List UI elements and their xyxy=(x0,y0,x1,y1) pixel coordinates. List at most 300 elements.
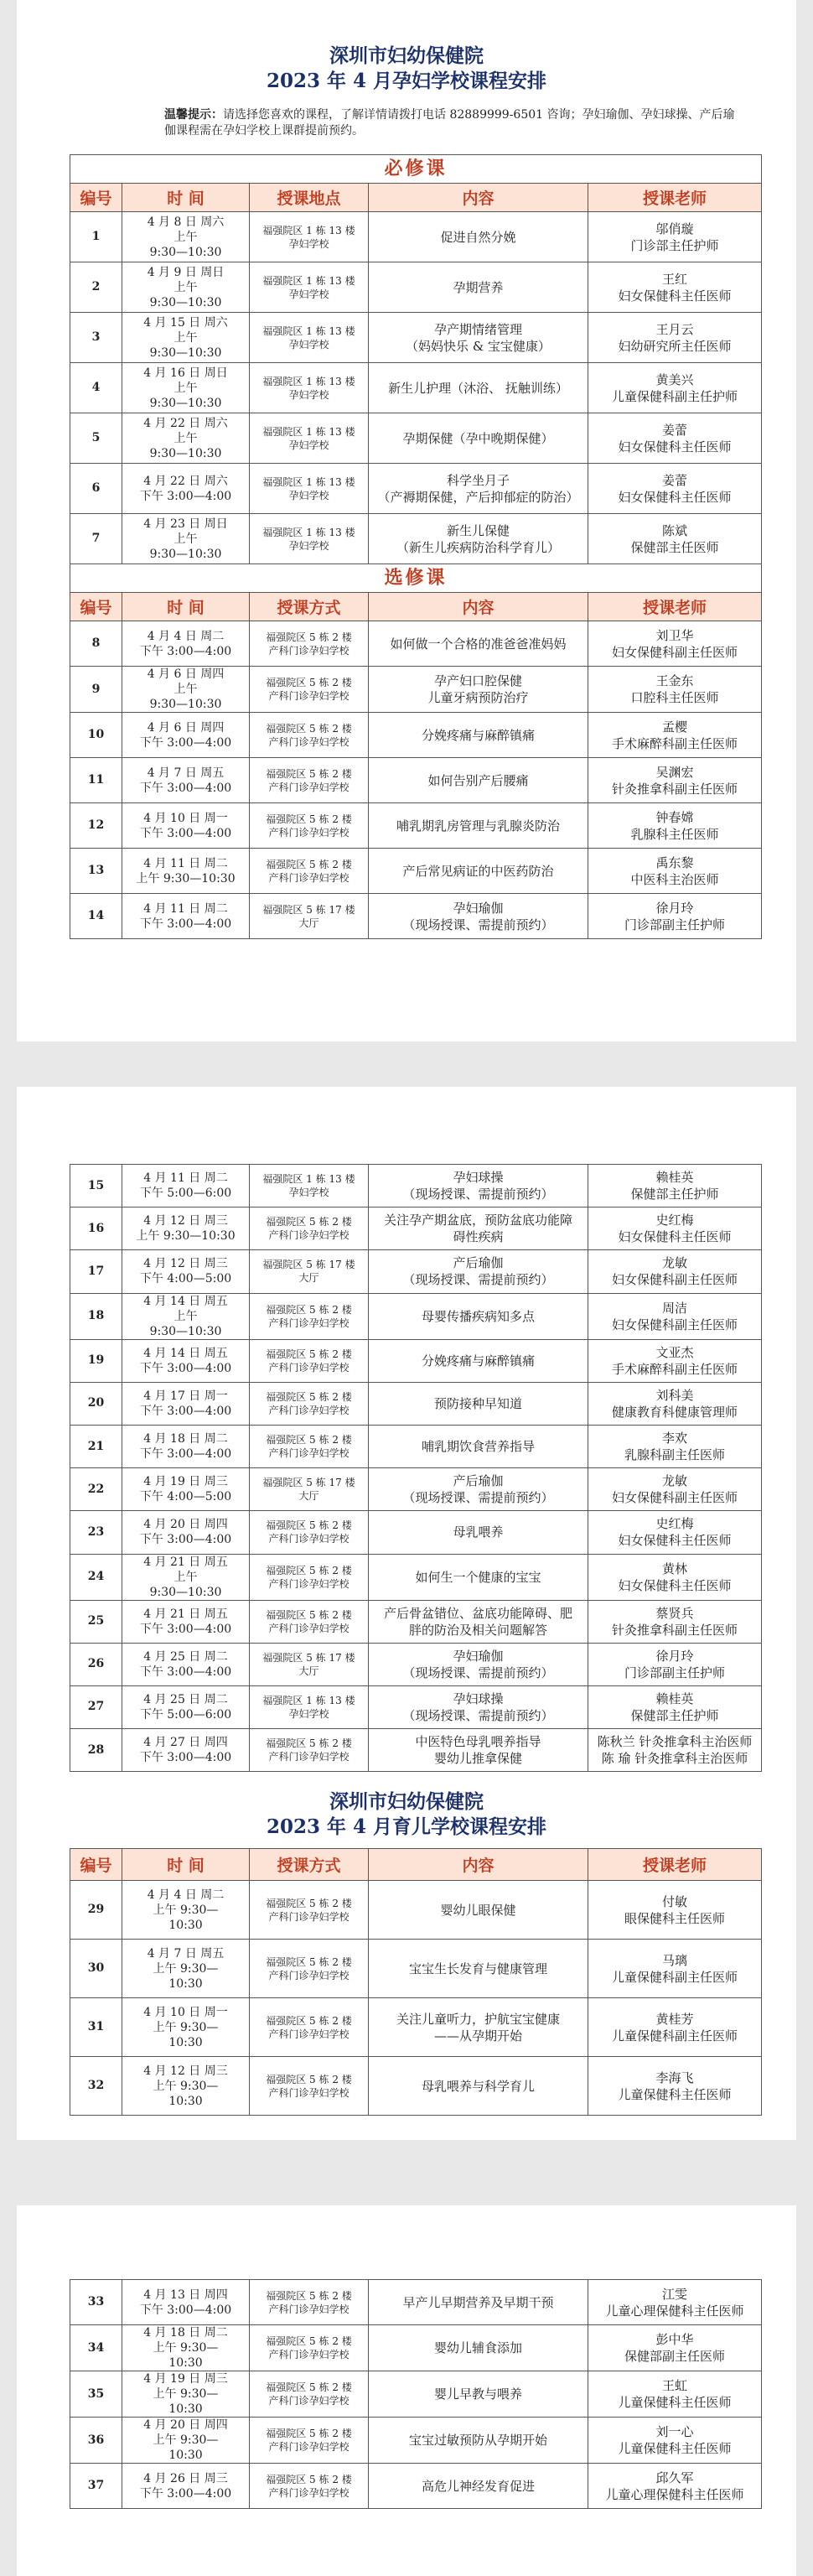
course-content xyxy=(369,1998,588,2057)
cell-line: 4 月 21 日 周五 xyxy=(143,1607,228,1621)
course-content xyxy=(369,713,588,758)
cell-line: 4 月 21 日 周五 xyxy=(143,1555,228,1569)
course-number: 19 xyxy=(70,1339,122,1382)
cell-line: 4 月 9 日 周日 xyxy=(147,265,225,279)
course-location xyxy=(250,2418,369,2464)
cell-line: 母乳喂养 xyxy=(453,1524,504,1540)
cell-line: 福强院区 5 栋 2 楼 xyxy=(266,2335,352,2347)
cell-line: 产科门诊孕妇学校 xyxy=(268,1622,350,1634)
cell-line: 福强院区 5 栋 2 楼 xyxy=(266,1434,352,1446)
course-content xyxy=(369,1250,588,1293)
cell-line: 新生儿保健 xyxy=(446,522,510,538)
cell-line: 下午 3:00—4:00 xyxy=(139,1361,232,1375)
column-header: 时 间 xyxy=(122,1849,250,1881)
cell-line: 徐月玲 xyxy=(655,1648,694,1664)
course-content xyxy=(369,1293,588,1339)
cell-line: 4 月 13 日 周四 xyxy=(143,2288,228,2302)
notice-text: 请选择您喜欢的课程，了解详情请拨打电话 82889999-6501 咨询；孕妇瑜伽、孕妇球操、产后瑜伽课程需在孕妇学校上课群提前预约。 xyxy=(164,108,735,138)
cell-line: 福强院区 5 栋 17 楼 xyxy=(262,903,355,916)
cell-line: 4 月 25 日 周二 xyxy=(143,1692,228,1706)
course-teacher xyxy=(588,894,762,939)
course-content xyxy=(369,1425,588,1467)
cell-line: 王虹 xyxy=(661,2378,687,2393)
cell-line: 4 月 6 日 周四 xyxy=(147,667,225,681)
cell-line: 门诊部副主任护师 xyxy=(624,917,726,932)
cell-line: 福强院区 1 栋 13 楼 xyxy=(262,1173,355,1186)
cell-line: 4 月 19 日 周三 xyxy=(143,1475,228,1489)
cell-line: 周洁 xyxy=(661,1300,687,1316)
cell-line: 儿童保健科副主任医师 xyxy=(611,2028,738,2044)
column-header: 授课老师 xyxy=(588,593,762,621)
cell-line: 产科门诊孕妇学校 xyxy=(268,1533,350,1545)
table-row xyxy=(70,1468,762,1511)
course-time xyxy=(122,667,250,713)
cell-line: 大厅 xyxy=(298,1665,319,1677)
table-row xyxy=(70,1250,762,1293)
course-number: 2 xyxy=(70,262,122,313)
course-teacher xyxy=(588,758,762,803)
course-location xyxy=(250,1511,369,1554)
cell-line: 保健部主任医师 xyxy=(630,539,719,555)
course-teacher xyxy=(588,1940,762,1998)
cell-line: 孕期保健（孕中晚期保健） xyxy=(402,430,554,446)
cell-line: 如何告别产后腰痛 xyxy=(427,772,529,788)
course-location xyxy=(250,1881,369,1940)
cell-line: 产科门诊孕妇学校 xyxy=(268,2086,350,2099)
cell-line: 胖的防治及相关问题解答 xyxy=(408,1622,547,1638)
cell-line: （现场授课、需提前预约） xyxy=(402,1665,554,1680)
course-time xyxy=(122,2371,250,2418)
cell-line: 王金东 xyxy=(655,673,694,688)
course-teacher xyxy=(588,803,762,849)
cell-line: 上午 xyxy=(173,280,198,294)
cell-line: 9:30—10:30 xyxy=(149,1585,222,1599)
course-location xyxy=(250,621,369,667)
cell-line: 彭中华 xyxy=(655,2332,694,2347)
cell-line: 下午 3:00—4:00 xyxy=(139,735,232,750)
cell-line: 邱久军 xyxy=(655,2470,694,2485)
cell-line: 孕产妇口腔保健 xyxy=(433,673,522,688)
course-location xyxy=(250,1643,369,1685)
table-row xyxy=(70,1165,762,1208)
cell-line: 如何做一个合格的准爸爸准妈妈 xyxy=(390,636,567,652)
cell-line: 福强院区 1 栋 13 楼 xyxy=(262,526,355,538)
course-number: 31 xyxy=(70,1998,122,2057)
table-row xyxy=(70,667,762,713)
cell-line: 福强院区 1 栋 13 楼 xyxy=(262,224,355,236)
cell-line: 母婴传播疾病知多点 xyxy=(421,1308,535,1324)
course-location xyxy=(250,713,369,758)
table-row xyxy=(70,2464,762,2509)
column-header: 授课方式 xyxy=(250,593,369,621)
cell-line: 乳腺科主任医师 xyxy=(630,826,719,842)
course-location xyxy=(250,894,369,939)
course-location xyxy=(250,1293,369,1339)
page-3 xyxy=(17,2205,796,2576)
table-header-row xyxy=(70,593,762,621)
cell-line: 赖桂英 xyxy=(655,1690,694,1706)
cell-line: 刘一心 xyxy=(655,2424,694,2439)
cell-line: 4 月 18 日 周二 xyxy=(143,2326,228,2340)
course-location xyxy=(250,1250,369,1293)
course-number: 12 xyxy=(70,803,122,849)
cell-line: 福强院区 5 栋 2 楼 xyxy=(266,2073,352,2085)
cell-line: 产科门诊孕妇学校 xyxy=(268,1317,350,1329)
course-content xyxy=(369,2057,588,2116)
cell-line: ——从孕期开始 xyxy=(433,2028,522,2044)
course-teacher xyxy=(588,1998,762,2057)
cell-line: （新生儿疾病防治科学育儿） xyxy=(396,539,560,555)
table-row xyxy=(70,2280,762,2325)
cell-line: 儿童保健科主任医师 xyxy=(618,2441,732,2456)
section-title: 选修课 xyxy=(70,564,762,593)
cell-line: 上午 9:30— xyxy=(153,2433,219,2447)
column-header: 时 间 xyxy=(122,184,250,212)
cell-line: 分娩疼痛与麻醉镇痛 xyxy=(421,727,535,743)
course-number: 8 xyxy=(70,621,122,667)
cell-line: 针灸推拿科副主任医师 xyxy=(612,781,738,797)
table-row xyxy=(70,1729,762,1772)
course-number: 24 xyxy=(70,1554,122,1600)
cell-line: 上午 9:30— xyxy=(153,1961,219,1976)
course-time xyxy=(122,413,250,464)
cell-line: 孕产期情绪管理 xyxy=(433,321,522,337)
table-row xyxy=(70,2057,762,2116)
table-row xyxy=(70,1940,762,1998)
course-number: 3 xyxy=(70,313,122,363)
course-location xyxy=(250,2325,369,2371)
cell-line: 儿童心理保健科主任医师 xyxy=(605,2486,744,2502)
cell-line: 口腔科主任医师 xyxy=(630,690,719,705)
course-content xyxy=(369,1940,588,1998)
table-row xyxy=(70,464,762,514)
cell-line: 上午 xyxy=(173,431,198,445)
cell-line: 妇女保健科主任医师 xyxy=(618,489,732,505)
course-content xyxy=(369,1729,588,1772)
cell-line: 产科门诊孕妇学校 xyxy=(268,2028,350,2040)
cell-line: （现场授课、需提前预约） xyxy=(402,1272,554,1288)
cell-line: 产科门诊孕妇学校 xyxy=(268,2441,350,2453)
course-teacher xyxy=(588,1250,762,1293)
cell-line: 上午 9:30— xyxy=(153,2020,219,2034)
course-teacher xyxy=(588,363,762,413)
cell-line: 上午 9:30— xyxy=(153,2079,219,2093)
cell-line: 龙敏 xyxy=(661,1255,687,1271)
cell-line: 上午 xyxy=(173,683,198,696)
column-header: 内容 xyxy=(369,593,588,621)
cell-line: 4 月 15 日 周六 xyxy=(143,315,228,330)
cell-line: 孕妇球操 xyxy=(453,1690,504,1706)
course-teacher xyxy=(588,2464,762,2509)
cell-line: 关注儿童听力，护航宝宝健康 xyxy=(396,2011,560,2027)
page-1 xyxy=(17,0,796,1041)
cell-line: 10:30 xyxy=(168,2449,203,2462)
course-content xyxy=(369,2371,588,2418)
cell-line: 10:30 xyxy=(168,2356,203,2370)
cell-line: 如何生一个健康的宝宝 xyxy=(415,1569,541,1585)
course-teacher xyxy=(588,313,762,363)
cell-line: 婴幼儿辅食添加 xyxy=(433,2340,522,2355)
course-content xyxy=(369,2325,588,2371)
course-teacher xyxy=(588,413,762,464)
child-school-table xyxy=(70,1848,762,2116)
course-content xyxy=(369,1468,588,1511)
cell-line: 福强院区 1 栋 13 楼 xyxy=(262,375,355,387)
cell-line: 福强院区 5 栋 2 楼 xyxy=(266,813,352,825)
cell-line: 产科门诊孕妇学校 xyxy=(268,2486,350,2499)
course-number: 5 xyxy=(70,413,122,464)
cell-line: 保健部副主任医师 xyxy=(624,2349,725,2364)
course-number: 7 xyxy=(70,514,122,564)
cell-line: 母乳喂养与科学育儿 xyxy=(421,2078,535,2094)
cell-line: 哺乳期饮食营养指导 xyxy=(421,1439,535,1455)
course-location xyxy=(250,1554,369,1600)
course-teacher xyxy=(588,1293,762,1339)
course-content xyxy=(369,1382,588,1425)
course-teacher xyxy=(588,1382,762,1425)
cell-line: 4 月 4 日 周二 xyxy=(147,1888,225,1902)
course-location xyxy=(250,2464,369,2509)
cell-line: 上午 xyxy=(173,230,198,244)
cell-line: （产褥期保健，产后抑郁症的防治） xyxy=(377,489,579,505)
cell-line: 禹东黎 xyxy=(655,854,694,870)
cell-line: 产科门诊孕妇学校 xyxy=(268,1577,350,1590)
cell-line: 9:30—10:30 xyxy=(149,1324,222,1338)
course-content xyxy=(369,1881,588,1940)
cell-line: 婴幼儿推拿保健 xyxy=(433,1751,522,1767)
course-time xyxy=(122,713,250,758)
cell-line: 刘卫华 xyxy=(655,627,694,643)
course-content xyxy=(369,464,588,514)
column-header: 授课地点 xyxy=(250,184,369,212)
course-time xyxy=(122,1554,250,1600)
cell-line: 上午 9:30—10:30 xyxy=(136,1229,236,1244)
cell-line: 下午 3:00—4:00 xyxy=(139,1404,232,1418)
course-number: 15 xyxy=(70,1165,122,1208)
course-number: 27 xyxy=(70,1685,122,1728)
cell-line: 下午 3:00—4:00 xyxy=(139,1533,232,1547)
cell-line: 黄桂芳 xyxy=(655,2011,694,2027)
course-teacher xyxy=(588,1685,762,1728)
cell-line: （现场授课、需提前预约） xyxy=(402,1707,554,1723)
course-time xyxy=(122,2325,250,2371)
cell-line: 产后瑜伽 xyxy=(453,1255,504,1271)
course-location xyxy=(250,758,369,803)
cell-line: 陈 瑜 针灸推拿科主治医师 xyxy=(601,1751,748,1767)
course-number: 36 xyxy=(70,2418,122,2464)
cell-line: 下午 4:00—5:00 xyxy=(139,1490,232,1504)
course-time xyxy=(122,1339,250,1382)
cell-line: 福强院区 1 栋 13 楼 xyxy=(262,475,355,488)
cell-line: 健康教育科健康管理师 xyxy=(611,1404,738,1420)
cell-line: 婴幼儿眼保健 xyxy=(440,1902,516,1918)
course-time xyxy=(122,1600,250,1643)
cell-line: 4 月 7 日 周五 xyxy=(147,766,225,780)
course-number: 25 xyxy=(70,1600,122,1643)
course-location xyxy=(250,1940,369,1998)
cell-line: 龙敏 xyxy=(661,1473,687,1489)
table-row xyxy=(70,621,762,667)
cell-line: 4 月 7 日 周五 xyxy=(147,1946,225,1961)
cell-line: 门诊部主任护师 xyxy=(630,237,719,253)
cell-line: 钟春嫦 xyxy=(655,809,694,825)
course-time xyxy=(122,363,250,413)
course-time xyxy=(122,2418,250,2464)
child-org-title: 深圳市妇幼保健院 xyxy=(329,1790,484,1813)
table-row xyxy=(70,2371,762,2418)
cell-line: 下午 3:00—4:00 xyxy=(139,1622,232,1636)
table-row xyxy=(70,363,762,413)
cell-line: 4 月 26 日 周三 xyxy=(143,2471,228,2485)
cell-line: 妇女保健科主任医师 xyxy=(618,1533,732,1549)
course-location xyxy=(250,514,369,564)
course-time xyxy=(122,2057,250,2116)
cell-line: 福强院区 5 栋 2 楼 xyxy=(266,1955,352,1968)
course-content xyxy=(369,2418,588,2464)
course-teacher xyxy=(588,262,762,313)
cell-line: 孕妇学校 xyxy=(288,388,329,401)
child-school-table-continued xyxy=(70,2279,762,2509)
cell-line: 产科门诊孕妇学校 xyxy=(268,644,350,657)
course-content xyxy=(369,758,588,803)
cell-line: 福强院区 5 栋 2 楼 xyxy=(266,2289,352,2302)
course-time xyxy=(122,313,250,363)
cell-line: 产科门诊孕妇学校 xyxy=(268,781,350,793)
cell-line: 科学坐月子 xyxy=(446,472,510,488)
course-time xyxy=(122,262,250,313)
cell-line: 孟樱 xyxy=(662,719,688,735)
cell-line: 新生儿护理（沐浴、 抚触训练） xyxy=(388,380,568,396)
cell-line: （妈妈快乐 & 宝宝健康） xyxy=(406,338,551,354)
cell-line: 黄林 xyxy=(661,1561,687,1576)
cell-line: 福强院区 5 栋 2 楼 xyxy=(266,1216,352,1228)
cell-line: 孕期营养 xyxy=(453,279,504,295)
cell-line: 孕妇学校 xyxy=(288,489,329,501)
cell-line: 产科门诊孕妇学校 xyxy=(268,690,350,702)
cell-line: 孕妇学校 xyxy=(288,1187,329,1199)
course-number: 32 xyxy=(70,2057,122,2116)
cell-line: 4 月 16 日 周日 xyxy=(143,366,228,380)
course-content xyxy=(369,1600,588,1643)
cell-line: 刘科美 xyxy=(655,1387,694,1403)
cell-line: 产科门诊孕妇学校 xyxy=(268,2395,350,2407)
cell-line: 上午 xyxy=(173,1570,198,1584)
course-content xyxy=(369,1643,588,1685)
cell-line: 9:30—10:30 xyxy=(149,698,222,711)
cell-line: 4 月 10 日 周一 xyxy=(143,2005,228,2019)
course-time xyxy=(122,849,250,894)
cell-line: 福强院区 5 栋 2 楼 xyxy=(266,1897,352,1909)
course-content xyxy=(369,621,588,667)
cell-line: 上午 xyxy=(173,1309,198,1323)
course-teacher xyxy=(588,212,762,262)
course-location xyxy=(250,1382,369,1425)
course-teacher xyxy=(588,2325,762,2371)
course-time xyxy=(122,212,250,262)
course-number: 17 xyxy=(70,1250,122,1293)
column-header: 时 间 xyxy=(122,593,250,621)
course-location xyxy=(250,2057,369,2116)
course-content xyxy=(369,313,588,363)
cell-line: 李海飞 xyxy=(655,2070,694,2085)
table-row xyxy=(70,2325,762,2371)
course-content xyxy=(369,2464,588,2509)
cell-line: 产科门诊孕妇学校 xyxy=(268,1751,350,1763)
cell-line: 哺乳期乳房管理与乳腺炎防治 xyxy=(396,818,560,834)
cell-line: 产科门诊孕妇学校 xyxy=(268,2349,350,2360)
cell-line: 孕妇学校 xyxy=(288,439,329,451)
table-row xyxy=(70,262,762,313)
table-row xyxy=(70,212,762,262)
cell-line: 4 月 22 日 周六 xyxy=(143,416,228,430)
course-content xyxy=(369,1511,588,1554)
course-location xyxy=(250,212,369,262)
course-location xyxy=(250,413,369,464)
cell-line: 大厅 xyxy=(298,1272,319,1285)
cell-line: 史红梅 xyxy=(655,1516,694,1532)
course-time xyxy=(122,1468,250,1511)
cell-line: 中医特色母乳喂养指导 xyxy=(415,1734,541,1750)
cell-line: 下午 5:00—6:00 xyxy=(139,1707,232,1722)
cell-line: 付敏 xyxy=(661,1893,687,1909)
cell-line: 孕妇学校 xyxy=(288,1707,329,1720)
cell-line: 产后骨盆错位、盆底功能障碍、肥 xyxy=(383,1605,572,1621)
cell-line: 江雯 xyxy=(661,2286,687,2302)
cell-line: 4 月 23 日 周日 xyxy=(143,517,228,531)
notice xyxy=(164,107,743,139)
course-time xyxy=(122,1511,250,1554)
cell-line: 10:30 xyxy=(168,2094,203,2108)
cell-line: 4 月 12 日 周三 xyxy=(143,1214,228,1228)
course-teacher xyxy=(588,1554,762,1600)
course-number: 6 xyxy=(70,464,122,514)
course-teacher xyxy=(588,2057,762,2116)
cell-line: 4 月 27 日 周四 xyxy=(143,1736,228,1750)
course-number: 28 xyxy=(70,1729,122,1772)
section-title: 必修课 xyxy=(70,155,762,184)
cell-line: 4 月 25 日 周二 xyxy=(143,1649,228,1664)
course-content xyxy=(369,894,588,939)
cell-line: 福强院区 5 栋 2 楼 xyxy=(266,2381,352,2393)
cell-line: 宝宝过敏预防从孕期开始 xyxy=(408,2433,547,2448)
cell-line: 下午 3:00—4:00 xyxy=(139,917,232,931)
cell-line: 下午 3:00—4:00 xyxy=(139,1447,232,1462)
course-location xyxy=(250,2280,369,2325)
course-content xyxy=(369,2280,588,2325)
cell-line: 下午 4:00—5:00 xyxy=(139,1272,232,1286)
table-row xyxy=(70,849,762,894)
cell-line: 9:30—10:30 xyxy=(149,295,222,309)
course-time xyxy=(122,1643,250,1685)
cell-line: 上午 9:30— xyxy=(153,2341,219,2355)
cell-line: 孕妇瑜伽 xyxy=(453,1648,504,1664)
cell-line: 针灸推拿科副主任医师 xyxy=(611,1622,738,1638)
cell-line: 陈秋兰 针灸推拿科主治医师 xyxy=(597,1734,753,1750)
table-row xyxy=(70,803,762,849)
cell-line: 下午 5:00—6:00 xyxy=(139,1187,232,1201)
course-time xyxy=(122,1293,250,1339)
cell-line: 赖桂英 xyxy=(655,1170,694,1186)
cell-line: 4 月 10 日 周一 xyxy=(143,811,228,825)
cell-line: 福强院区 5 栋 2 楼 xyxy=(266,2473,352,2485)
cell-line: 4 月 17 日 周一 xyxy=(143,1389,228,1403)
table-row xyxy=(70,313,762,363)
cell-line: （现场授课、需提前预约） xyxy=(402,917,554,932)
cell-line: 宝宝生长发育与健康管理 xyxy=(408,1961,547,1976)
cell-line: 4 月 12 日 周三 xyxy=(143,1257,228,1271)
cell-line: 产后瑜伽 xyxy=(453,1473,504,1489)
schedule-title: 2023 年 4 月孕妇学校课程安排 xyxy=(266,70,547,92)
